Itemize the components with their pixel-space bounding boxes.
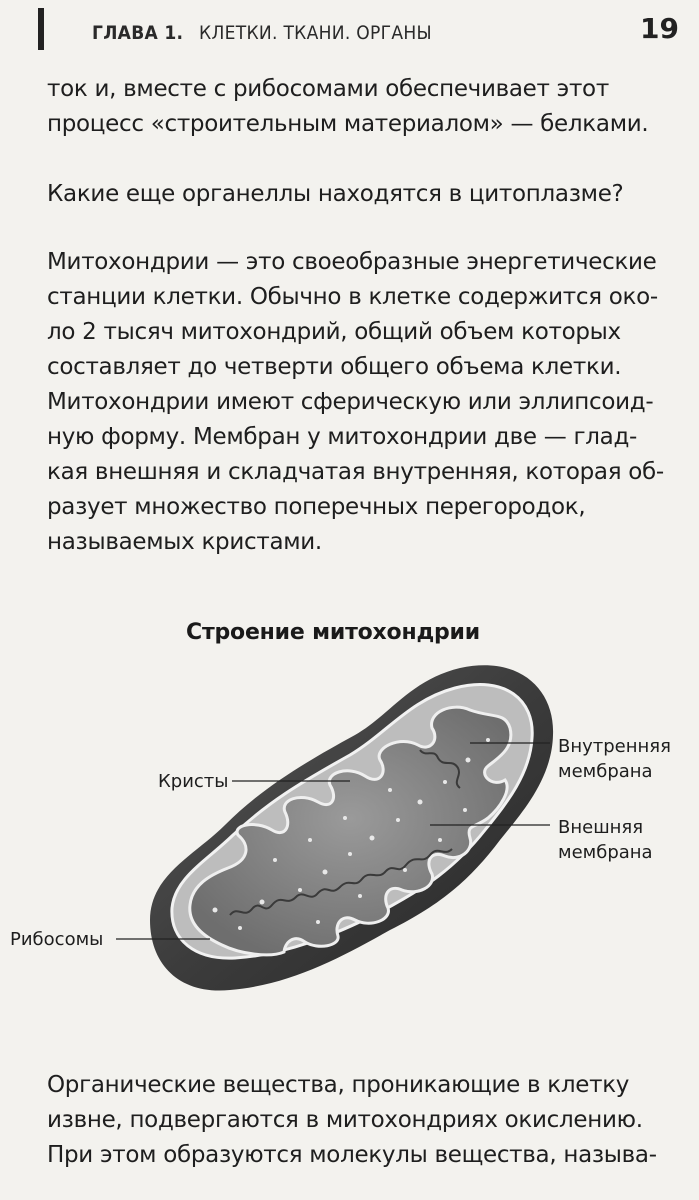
chapter-title: КЛЕТКИ. ТКАНИ. ОРГАНЫ [199,22,432,44]
label-line: мембрана [558,761,653,782]
text-line: извне, подвергаются в митохондриях окислению. [47,1107,643,1133]
text-line: Органические вещества, проникающие в клетку [47,1072,630,1098]
label-line: мембрана [558,842,653,863]
text-line: называемых кристами. [47,529,322,555]
text-line: станции клетки. Обычно в клетке содержится око- [47,284,658,310]
paragraph-1 [47,72,649,142]
page-edge-bar [38,8,44,50]
label-line: Внутренняя [558,736,671,757]
text-line: ную форму. Мембран у митохондрии две — глад- [47,424,638,450]
text-line: Митохондрии имеют сферическую или эллипсоид- [47,389,654,415]
text-line: составляет до четверти общего объема клетки. [47,354,622,380]
label-line: Внешняя [558,817,644,838]
text-line: Какие еще органеллы находятся в цитоплазме? [47,181,624,207]
text-line: кая внешняя и складчатая внутренняя, которая об- [47,459,664,485]
label-ribosomes: Рибосомы [10,929,104,950]
text-line: процесс «строительным материалом» — белками. [47,111,649,137]
text-line: Митохондрии — это своеобразные энергетические [47,249,657,275]
text-line: ток и, вместе с рибосомами обеспечивает этот [47,76,609,102]
label-cristae: Кристы [158,771,229,792]
paragraph-3 [47,245,664,560]
label-inner-membrane [558,734,671,784]
figure-title: Строение митохондрии [186,620,480,645]
chapter-number: ГЛАВА 1. [92,22,184,44]
page-number: 19 [640,12,679,45]
running-head [92,22,432,44]
label-outer-membrane [558,815,653,865]
paragraph-2 [47,177,624,212]
text-line: ло 2 тысяч митохондрий, общий объем которых [47,319,621,345]
text-line: разует множество поперечных перегородок, [47,494,586,520]
paragraph-4 [47,1068,657,1173]
text-line: При этом образуются молекулы вещества, называ- [47,1142,657,1168]
